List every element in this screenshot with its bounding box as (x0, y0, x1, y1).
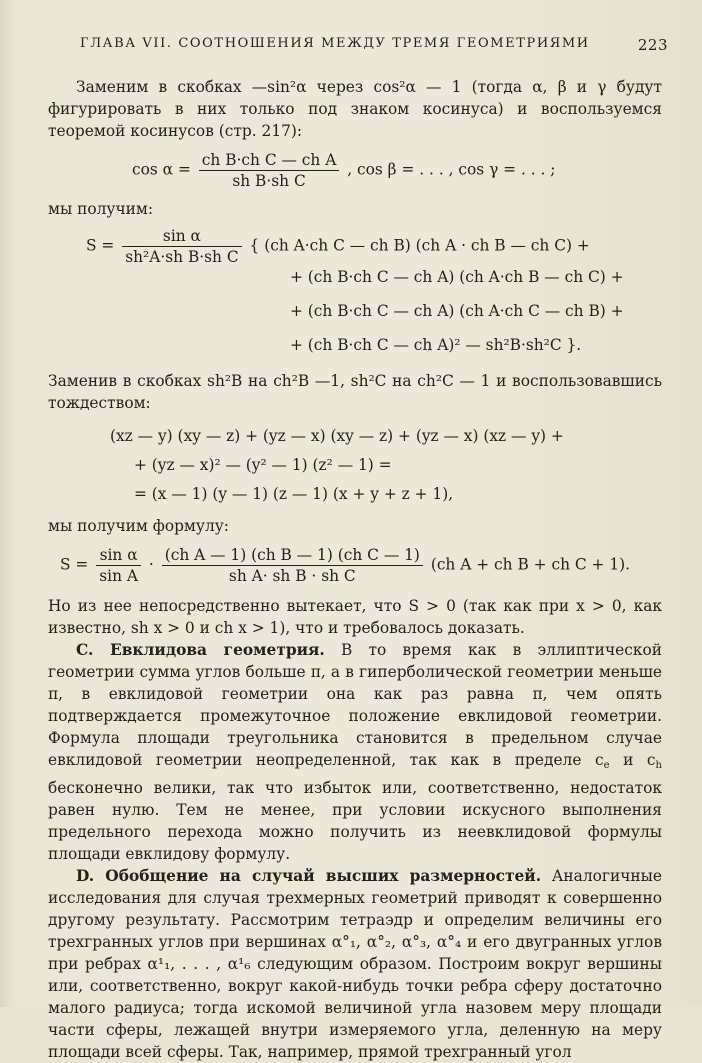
formula-line-1-text: { (ch A·ch C — ch B) (ch A · ch B — ch C) + (249, 236, 590, 255)
formula-line-3: + (ch B·ch C — ch A) (ch A·ch C — ch B) + (290, 302, 624, 320)
identity-line-2: + (yz — x)² — (y² — 1) (z² — 1) = (134, 456, 392, 474)
identity-line-1: (xz — y) (xy — z) + (yz — x) (xy — z) + (yz — x) (xz — y) + (110, 427, 564, 445)
subscript-e: e (603, 760, 610, 771)
intro-paragraph: Заменим в скобках —sin²α через cos²α — 1 (тогда α, β и γ будут фигурировать в них только под знаком косинуса) и воспользуемся теоремой косинусов (стр. 217): (48, 78, 662, 140)
section-c-body-1: В то время как в эллиптической геометрии сумма углов больше π, а в гиперболической геометрии меньше π, в евклидовой геометрии она как раз равна π, чем опять подтверждается промежуточное положение евклидовой геометрии. Формула площади треугольника становится в предельном случае евклидовой геометрии неопределенной, так как в пределе c (48, 641, 662, 769)
multiply-dot: · (148, 555, 154, 574)
conclusion-paragraph: Но из нее непосредственно вытекает, что S > 0 (так как при x > 0, как известно, sh x > 0 и ch x > 1), что и требовалось доказать. (48, 597, 662, 637)
section-c-body-3: бесконечно велики, так что избыток или, соответственно, недостаток равен нулю. Тем не менее, при условии искусного выполнения предельного перехода можно получить из неевклидовой формулы площади евклидову формулу. (48, 779, 662, 863)
fraction-numerator: (ch A — 1) (ch B — 1) (ch C — 1) (162, 545, 423, 566)
area-lhs: S = (86, 236, 115, 255)
cosine-theorem-formula (132, 150, 662, 196)
fraction-denominator: sin A (99, 567, 138, 585)
section-d-paragraph (48, 865, 662, 1063)
label-we-get: мы получим: (48, 200, 154, 218)
cos-alpha-lhs: cos α = (132, 160, 191, 179)
fraction-numerator: sin α (122, 226, 241, 247)
section-c-heading: C. Евклидова геометрия. (76, 641, 325, 659)
area-expansion-formula (86, 226, 662, 362)
identity-line-3: = (x — 1) (y — 1) (z — 1) (x + y + z + 1), (134, 485, 454, 503)
identity-formula (110, 422, 662, 509)
fraction-denominator: sh²A·sh B·sh C (125, 248, 239, 266)
running-header (80, 36, 668, 54)
label-we-get-formula: мы получим формулу: (48, 517, 229, 535)
sine-ratio-fraction (96, 545, 141, 586)
cos-alpha-fraction (199, 150, 340, 191)
final-factor: (ch A + ch B + ch C + 1). (430, 555, 631, 574)
formula-line-1 (86, 226, 662, 266)
final-area-lhs: S = (60, 555, 89, 574)
cos-beta-gamma: , cos β = . . . , cos γ = . . . ; (347, 160, 556, 179)
formula-line-2: + (ch B·ch C — ch A) (ch A·ch B — ch C) + (290, 268, 624, 286)
replace-paragraph: Заменив в скобках sh²B на ch²B —1, sh²C на ch²C — 1 и воспользовавшись тождеством: (48, 372, 662, 412)
fraction-numerator: sin α (96, 545, 141, 566)
running-title: ГЛАВА VII. СООТНОШЕНИЯ МЕЖДУ ТРЕМЯ ГЕОМЕТРИЯМИ (80, 36, 590, 51)
section-c-body-2: и c (609, 751, 656, 769)
page-body (48, 76, 662, 1063)
fraction-denominator: sh A· sh B · sh C (228, 567, 356, 585)
area-final-formula (60, 545, 662, 589)
fraction-numerator: ch B·ch C — ch A (199, 150, 340, 171)
formula-line-4: + (ch B·ch C — ch A)² — sh²B·sh²C }. (290, 336, 582, 354)
page-number: 223 (637, 36, 668, 54)
section-d-heading: D. Обобщение на случай высших размерностей. (76, 867, 542, 885)
area-coefficient-fraction (122, 226, 241, 267)
fraction-denominator: sh B·sh C (232, 172, 306, 190)
section-c-paragraph (48, 639, 662, 865)
subscript-h: h (655, 760, 662, 771)
cosh-ratio-fraction (162, 545, 423, 586)
section-d-body: Аналогичные исследования для случая трехмерных геометрий приводят к совершенно другому результату. Рассмотрим тетраэдр и определим величины его трехгранных углов при вершинах α°₁, α°₂, α°₃, α°₄ и его двугранных углов при ребрах α¹₁, . . . , α¹₆ следующим образом. Построим вокруг вершины или, соответственно, вокруг какой-нибудь точки ребра сферу достаточно малого радиуса; тогда искомой величиной угла назовем меру площади части сферы, лежащей внутри измеряемого угла, деленную на меру площади всей сферы. Так, например, прямой трехгранный угол (48, 867, 662, 1061)
